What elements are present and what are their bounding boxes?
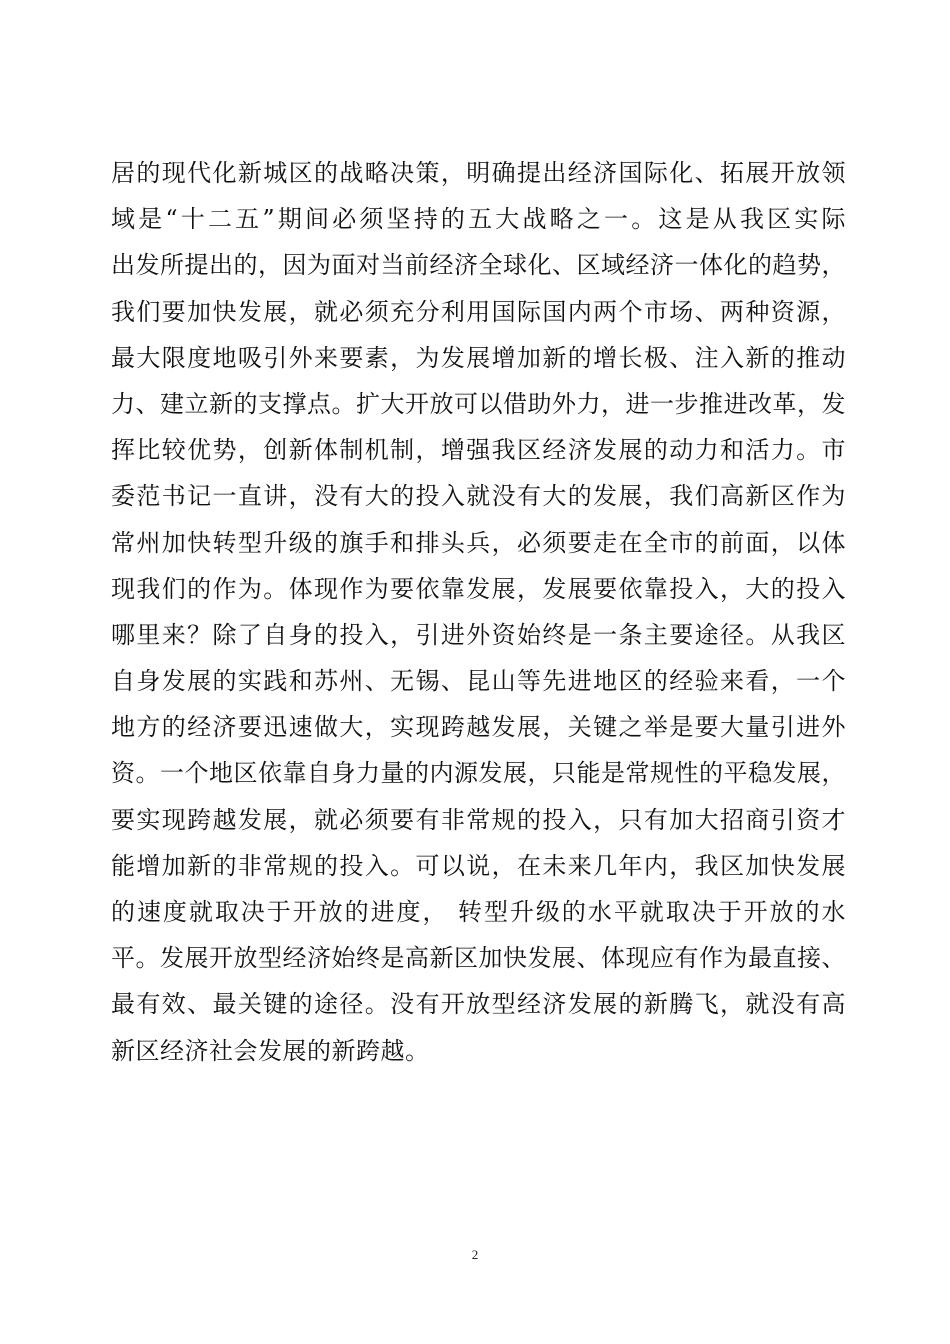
text-line: 要实现跨越发展，就必须要有非常规的投入，只有加大招商引资才	[111, 805, 846, 834]
text-line: 自身发展的实践和苏州、无锡、昆山等先进地区的经验来看，一个	[111, 667, 846, 696]
text-line: 委范书记一直讲，没有大的投入就没有大的发展，我们高新区作为	[111, 482, 846, 511]
text-line: 域是“十二五”期间必须坚持的五大战略之一。这是从我区实际	[111, 205, 846, 234]
text-line: 出发所提出的，因为面对当前经济全球化、区域经济一体化的趋势，	[111, 251, 846, 280]
text-line: 能增加新的非常规的投入。可以说，在未来几年内，我区加快发展	[111, 851, 846, 880]
text-line: 哪里来？除了自身的投入，引进外资始终是一条主要途径。从我区	[111, 620, 846, 649]
body-paragraph	[111, 150, 846, 1074]
text-line: 资。一个地区依靠自身力量的内源发展，只能是常规性的平稳发展，	[111, 759, 846, 788]
page-number: 2	[471, 1247, 479, 1262]
text-line: 现我们的作为。体现作为要依靠发展，发展要依靠投入，大的投入	[111, 574, 846, 603]
text-line: 常州加快转型升级的旗手和排头兵，必须要走在全市的前面，以体	[111, 528, 846, 557]
text-line: 新区经济社会发展的新跨越。	[111, 1036, 430, 1065]
text-line: 我们要加快发展，就必须充分利用国际国内两个市场、两种资源，	[111, 297, 846, 326]
text-line: 居的现代化新城区的战略决策，明确提出经济国际化、拓展开放领	[111, 159, 846, 187]
text-line: 力、建立新的支撑点。扩大开放可以借助外力，进一步推进改革，发	[111, 389, 846, 418]
text-line: 的速度就取决于开放的进度， 转型升级的水平就取决于开放的水	[111, 898, 846, 926]
text-line: 最大限度地吸引外来要素，为发展增加新的增长极、注入新的推动	[111, 343, 846, 372]
text-line: 地方的经济要迅速做大，实现跨越发展，关键之举是要大量引进外	[111, 713, 846, 742]
text-line: 最有效、最关键的途径。没有开放型经济发展的新腾飞，就没有高	[111, 990, 846, 1019]
text-line: 平。发展开放型经济始终是高新区加快发展、体现应有作为最直接、	[111, 944, 846, 973]
text-line: 挥比较优势，创新体制机制，增强我区经济发展的动力和活力。市	[111, 436, 846, 465]
